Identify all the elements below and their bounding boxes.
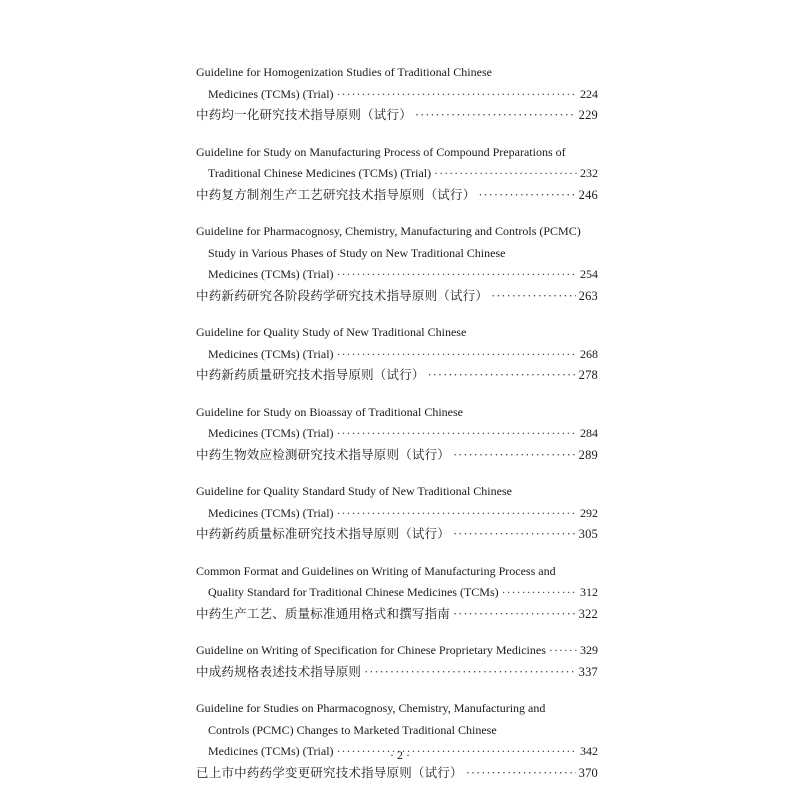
toc-entry-text: 已上市中药药学变更研究技术指导原则（试行）	[196, 765, 463, 780]
toc-entry-text: 中药生物效应检测研究技术指导原则（试行）	[196, 447, 451, 462]
toc-entry-title-line[interactable]	[196, 503, 598, 525]
toc-entry-chinese-line[interactable]	[196, 185, 598, 207]
toc-entry	[196, 481, 598, 546]
toc-entry-title-line	[196, 62, 598, 84]
toc-entry-chinese-line[interactable]	[196, 524, 598, 546]
toc-entry-text: Guideline for Quality Study of New Traditional Chinese	[196, 325, 467, 339]
toc-entry-title-line[interactable]	[196, 264, 598, 286]
toc-page-number: 305	[578, 527, 598, 541]
toc-entry-chinese-line[interactable]	[196, 286, 598, 308]
toc-entry-chinese-line[interactable]	[196, 662, 598, 684]
dot-leader	[337, 503, 577, 525]
toc-entry-title-line	[196, 402, 598, 424]
toc-page-number: 312	[580, 585, 598, 599]
toc-entry-chinese-line[interactable]	[196, 105, 598, 127]
toc-entry	[196, 402, 598, 467]
toc-entry	[196, 62, 598, 127]
toc-entry-title-line[interactable]	[196, 582, 598, 604]
toc-entry-title-line[interactable]	[196, 344, 598, 366]
toc-entry-title-line	[196, 322, 598, 344]
toc-entry-text: 中成药规格表述技术指导原则	[196, 664, 362, 679]
toc-page-number: 342	[580, 744, 598, 758]
dot-leader	[337, 264, 577, 286]
toc-page-number: 370	[578, 765, 598, 780]
dot-leader	[453, 445, 576, 467]
toc-entry-title-line	[196, 142, 598, 164]
toc-entry-text: 中药新药质量标准研究技术指导原则（试行）	[196, 527, 451, 541]
toc-entry-title-line	[196, 561, 598, 583]
toc-page-number: 246	[578, 187, 598, 202]
dot-leader	[428, 365, 576, 387]
toc-page-number: 254	[580, 267, 598, 281]
toc-page-number: 263	[578, 288, 598, 303]
toc-entry-text: Guideline for Quality Standard Study of New Traditional Chinese	[196, 484, 512, 498]
toc-entry-text: Common Format and Guidelines on Writing of Manufacturing Process and	[196, 563, 556, 578]
toc-page-number: 268	[580, 346, 598, 361]
toc-entry-text: Guideline for Study on Manufacturing Process of Compound Preparations of	[196, 144, 566, 159]
dot-leader	[478, 185, 575, 207]
toc-entry	[196, 561, 598, 626]
toc-entry-text: Medicines (TCMs) (Trial)	[208, 426, 334, 440]
toc-entry-text: Guideline for Pharmacognosy, Chemistry, Manufacturing and Controls (PCMC)	[196, 224, 581, 238]
toc-entry-title-line	[196, 243, 598, 265]
dot-leader	[453, 524, 576, 546]
toc-entry-text: Traditional Chinese Medicines (TCMs) (Trial)	[208, 166, 432, 180]
toc-entry-text: 中药新药质量研究技术指导原则（试行）	[196, 368, 425, 382]
toc-page-number: 229	[578, 108, 598, 122]
toc-page-number: 278	[578, 368, 598, 382]
toc-page-number: 337	[578, 664, 598, 679]
toc-page-number: 289	[578, 447, 598, 462]
dot-leader	[337, 344, 577, 366]
toc-entry-text: Medicines (TCMs) (Trial)	[208, 505, 334, 520]
dot-leader	[453, 604, 576, 626]
dot-leader	[502, 582, 577, 604]
toc-entry	[196, 698, 598, 784]
toc-entry-title-line	[196, 720, 598, 742]
toc-entry	[196, 221, 598, 307]
dot-leader	[434, 163, 577, 185]
dot-leader	[549, 640, 577, 662]
toc-entry	[196, 142, 598, 207]
toc-entry-title-line	[196, 481, 598, 503]
dot-leader	[491, 286, 576, 308]
toc-entry-text: 中药复方制剂生产工艺研究技术指导原则（试行）	[196, 187, 476, 202]
toc-entry-chinese-line[interactable]	[196, 365, 598, 387]
toc-entry-text: Guideline for Study on Bioassay of Traditional Chinese	[196, 404, 463, 419]
toc-entry-title-line[interactable]	[196, 163, 598, 185]
toc-entry-text: 中药均一化研究技术指导原则（试行）	[196, 108, 412, 122]
toc-page-number: 292	[580, 505, 598, 520]
toc-entry-chinese-line[interactable]	[196, 763, 598, 785]
toc-entry-text: Guideline for Homogenization Studies of Traditional Chinese	[196, 65, 492, 79]
toc-entry-text: 中药生产工艺、质量标准通用格式和撰写指南	[196, 606, 451, 621]
toc-entry-text: Medicines (TCMs) (Trial)	[208, 86, 334, 101]
toc-entry-chinese-line[interactable]	[196, 445, 598, 467]
toc-entry-text: Controls (PCMC) Changes to Marketed Traditional Chinese	[208, 722, 497, 737]
toc-page-number: 232	[580, 166, 598, 180]
toc-entry-text: Guideline for Studies on Pharmacognosy, Chemistry, Manufacturing and	[196, 701, 546, 715]
dot-leader	[415, 105, 576, 127]
toc-entry-text: Guideline on Writing of Specification for Chinese Proprietary Medicines	[196, 643, 546, 657]
table-of-contents	[196, 62, 598, 799]
toc-entry-text: Study in Various Phases of Study on New Traditional Chinese	[208, 245, 506, 260]
toc-entry-title-line	[196, 221, 598, 243]
toc-entry-title-line[interactable]	[196, 423, 598, 445]
toc-page-number: 224	[580, 86, 598, 101]
toc-entry-title-line[interactable]	[196, 640, 598, 662]
dot-leader	[337, 423, 577, 445]
toc-entry-text: Quality Standard for Traditional Chinese Medicines (TCMs)	[208, 585, 499, 599]
toc-entry-title-line[interactable]	[196, 84, 598, 106]
toc-page-number: 284	[580, 426, 598, 440]
toc-entry-text: Medicines (TCMs) (Trial)	[208, 267, 334, 281]
toc-entry-text: Medicines (TCMs) (Trial)	[208, 346, 334, 361]
toc-entry-text: Medicines (TCMs) (Trial)	[208, 744, 334, 758]
toc-entry-chinese-line[interactable]	[196, 604, 598, 626]
toc-entry	[196, 640, 598, 683]
toc-entry-title-line	[196, 698, 598, 720]
toc-page-number: 329	[580, 643, 598, 657]
dot-leader	[337, 84, 577, 106]
dot-leader	[466, 763, 576, 785]
dot-leader	[364, 662, 576, 684]
toc-page-number: 322	[578, 606, 598, 621]
page-number: · 2 ·	[390, 748, 410, 762]
toc-entry	[196, 322, 598, 387]
toc-entry-text: 中药新药研究各阶段药学研究技术指导原则（试行）	[196, 288, 489, 303]
